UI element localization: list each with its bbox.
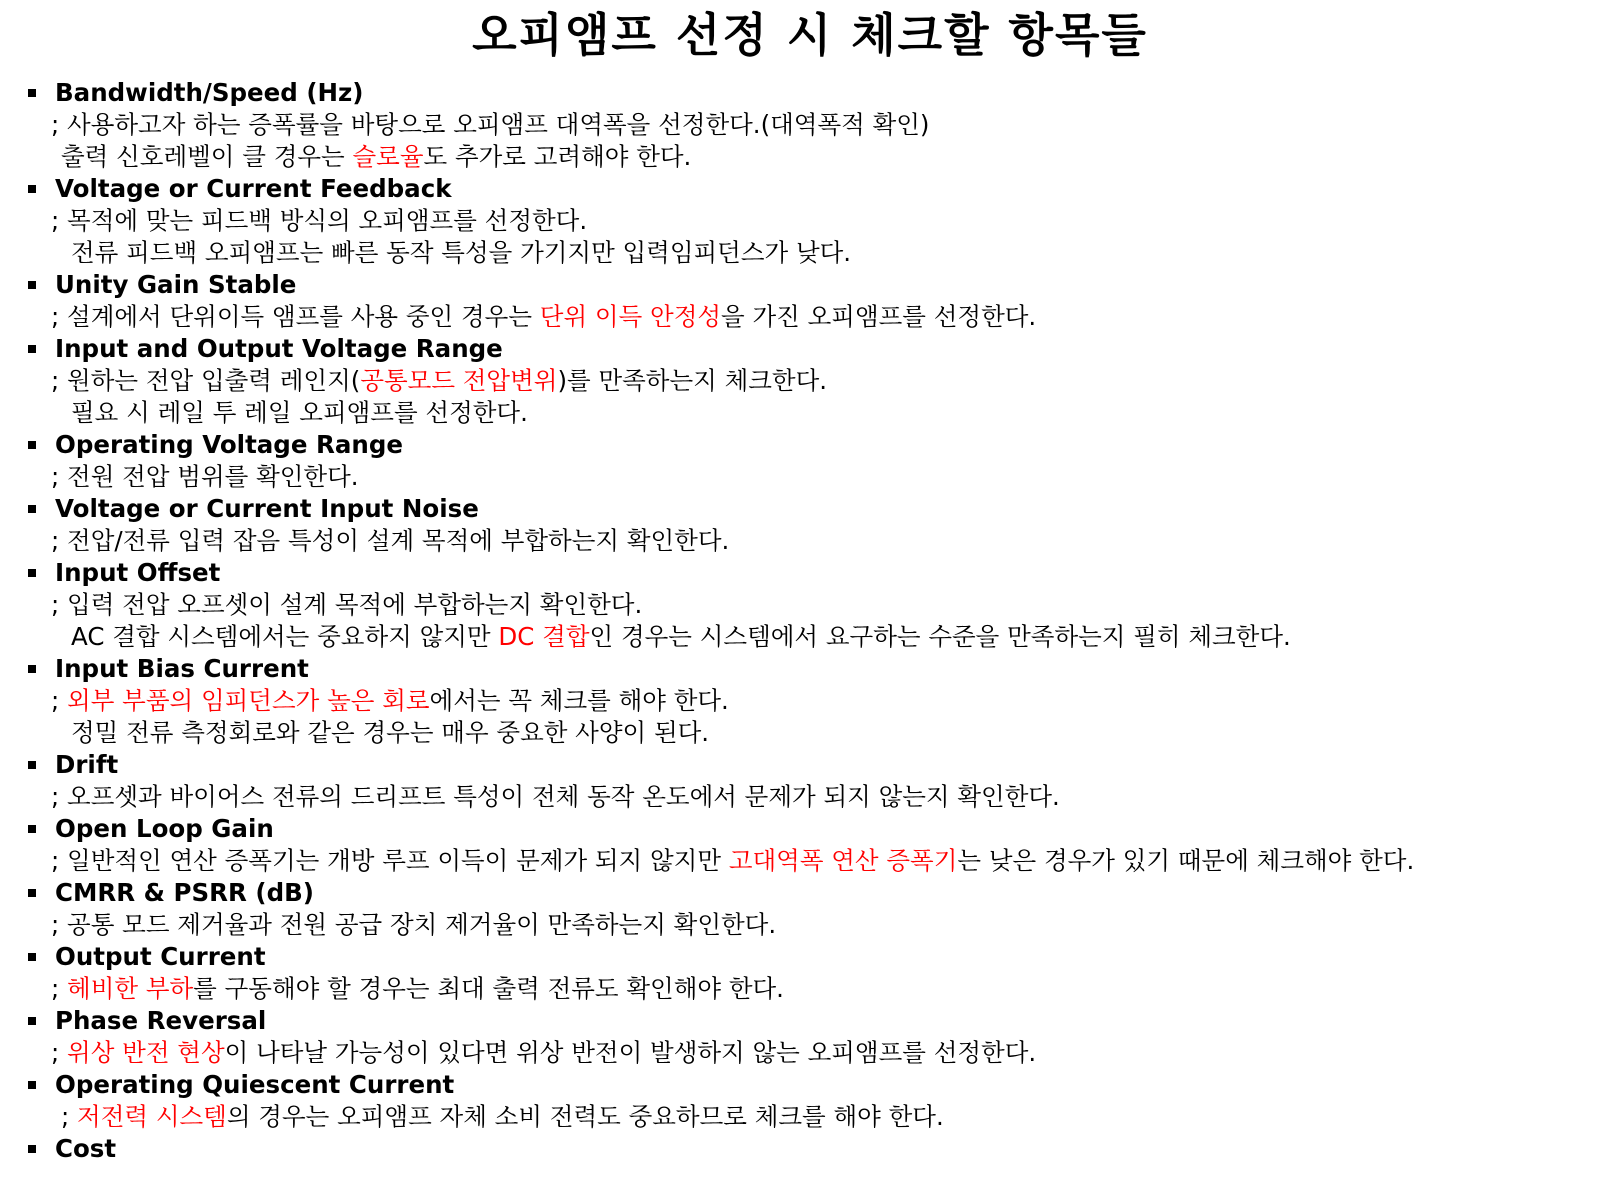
item-heading-text: Input and Output Voltage Range [55, 334, 503, 363]
checklist-item [24, 1069, 1614, 1133]
description-text: ; [51, 974, 68, 1003]
item-heading [24, 269, 1614, 301]
description-text: 를 구동해야 할 경우는 최대 출력 전류도 확인해야 한다. [193, 974, 784, 1003]
item-heading-text: Unity Gain Stable [55, 270, 297, 299]
description-text: AC 결합 시스템에서는 중요하지 않지만 [71, 622, 499, 651]
description-text: ; 전압/전류 입력 잡음 특성이 설계 목적에 부합하는지 확인한다. [51, 526, 730, 555]
item-heading [24, 749, 1614, 781]
highlighted-text: 위상 반전 현상 [67, 1038, 225, 1067]
highlighted-text: 공통모드 전압변위 [360, 366, 558, 395]
description-text: ; [51, 1038, 68, 1067]
description-text: ; 목적에 맞는 피드백 방식의 오피앰프를 선정한다. [51, 206, 588, 235]
item-heading [24, 557, 1614, 589]
highlighted-text: 슬로율 [352, 142, 424, 171]
description-text: 을 가진 오피앰프를 선정한다. [721, 302, 1037, 331]
item-heading-text: Operating Quiescent Current [55, 1070, 455, 1099]
item-heading-text: Input Offset [55, 558, 221, 587]
item-description-line [24, 205, 1614, 237]
item-description-line [24, 461, 1614, 493]
item-heading-text: Input Bias Current [55, 654, 309, 683]
description-text: ; 일반적인 연산 증폭기는 개방 루프 이득이 문제가 되지 않지만 [51, 846, 729, 875]
item-description-line [24, 781, 1614, 813]
item-description-line [24, 525, 1614, 557]
checklist-item [24, 813, 1614, 877]
item-description-line [24, 685, 1614, 717]
square-bullet-icon [28, 569, 36, 577]
checklist-item [24, 429, 1614, 493]
checklist-item [24, 493, 1614, 557]
square-bullet-icon [28, 665, 36, 673]
square-bullet-icon [28, 345, 36, 353]
checklist-item [24, 557, 1614, 653]
item-heading [24, 1069, 1614, 1101]
checklist-item [24, 749, 1614, 813]
item-heading [24, 877, 1614, 909]
description-text: ; 입력 전압 오프셋이 설계 목적에 부합하는지 확인한다. [51, 590, 643, 619]
checklist-item [24, 77, 1614, 173]
description-text: 도 추가로 고려해야 한다. [423, 142, 692, 171]
checklist-item [24, 269, 1614, 333]
checklist-item [24, 173, 1614, 269]
item-heading [24, 493, 1614, 525]
item-heading-text: CMRR & PSRR (dB) [55, 878, 314, 907]
item-description-line [24, 973, 1614, 1005]
item-description-line [24, 141, 1614, 173]
item-heading [24, 173, 1614, 205]
description-text: ; 설계에서 단위이득 앰프를 사용 중인 경우는 [51, 302, 540, 331]
item-heading-text: Operating Voltage Range [55, 430, 403, 459]
description-text: ; 오프셋과 바이어스 전류의 드리프트 특성이 전체 동작 온도에서 문제가 되지 않는지 확인한다. [51, 782, 1060, 811]
square-bullet-icon [28, 1017, 36, 1025]
item-heading-text: Output Current [55, 942, 266, 971]
item-description-line [24, 845, 1614, 877]
highlighted-text: 고대역폭 연산 증폭기 [728, 846, 958, 875]
description-text: ; 사용하고자 하는 증폭률을 바탕으로 오피앰프 대역폭을 선정한다.(대역폭적 확인) [51, 110, 930, 139]
highlighted-text: DC 결합 [498, 622, 590, 651]
description-text: )를 만족하는지 체크한다. [557, 366, 828, 395]
item-description-line [24, 237, 1614, 269]
item-heading [24, 813, 1614, 845]
checklist-item [24, 333, 1614, 429]
description-text: ; 공통 모드 제거율과 전원 공급 장치 제거율이 만족하는지 확인한다. [51, 910, 777, 939]
item-heading-text: Drift [55, 750, 119, 779]
description-text: 는 낮은 경우가 있기 때문에 체크해야 한다. [957, 846, 1415, 875]
description-text: ; [61, 1102, 78, 1131]
checklist-item [24, 653, 1614, 749]
item-heading-text: Phase Reversal [55, 1006, 267, 1035]
checklist-item [24, 877, 1614, 941]
item-heading [24, 941, 1614, 973]
item-heading-text: Cost [55, 1134, 117, 1163]
item-description-line [24, 717, 1614, 749]
checklist [24, 77, 1614, 1165]
item-heading-text: Bandwidth/Speed (Hz) [55, 78, 364, 107]
square-bullet-icon [28, 89, 36, 97]
square-bullet-icon [28, 185, 36, 193]
square-bullet-icon [28, 505, 36, 513]
description-text: 전류 피드백 오피앰프는 빠른 동작 특성을 가기지만 입력임피던스가 낮다. [71, 238, 852, 267]
square-bullet-icon [28, 761, 36, 769]
item-heading [24, 1005, 1614, 1037]
highlighted-text: 단위 이득 안정성 [539, 302, 722, 331]
item-description-line [24, 909, 1614, 941]
item-heading-text: Voltage or Current Feedback [55, 174, 452, 203]
item-description-line [24, 621, 1614, 653]
description-text: 에서는 꼭 체크를 해야 한다. [429, 686, 729, 715]
highlighted-text: 헤비한 부하 [67, 974, 194, 1003]
description-text: 필요 시 레일 투 레일 오피앰프를 선정한다. [71, 398, 528, 427]
description-text: ; 전원 전압 범위를 확인한다. [51, 462, 359, 491]
item-heading [24, 653, 1614, 685]
description-text: 정밀 전류 측정회로와 같은 경우는 매우 중요한 사양이 된다. [71, 718, 710, 747]
description-text: 인 경우는 시스템에서 요구하는 수준을 만족하는지 필히 체크한다. [589, 622, 1291, 651]
item-description-line [24, 397, 1614, 429]
highlighted-text: 저전력 시스템 [77, 1102, 227, 1131]
item-heading [24, 333, 1614, 365]
item-description-line [24, 109, 1614, 141]
item-description-line [24, 1101, 1614, 1133]
item-heading-text: Voltage or Current Input Noise [55, 494, 479, 523]
item-heading-text: Open Loop Gain [55, 814, 274, 843]
description-text: ; [51, 686, 68, 715]
square-bullet-icon [28, 953, 36, 961]
description-text: ; 원하는 전압 입출력 레인지( [51, 366, 361, 395]
highlighted-text: 외부 부품의 임피던스가 높은 회로 [67, 686, 430, 715]
checklist-item [24, 1133, 1614, 1165]
description-text: 이 나타날 가능성이 있다면 위상 반전이 발생하지 않는 오피앰프를 선정한다. [224, 1038, 1037, 1067]
square-bullet-icon [28, 889, 36, 897]
checklist-item [24, 941, 1614, 1005]
square-bullet-icon [28, 825, 36, 833]
item-description-line [24, 589, 1614, 621]
item-description-line [24, 1037, 1614, 1069]
square-bullet-icon [28, 1145, 36, 1153]
item-heading [24, 1133, 1614, 1165]
item-heading [24, 429, 1614, 461]
description-text: 출력 신호레벨이 클 경우는 [61, 142, 353, 171]
square-bullet-icon [28, 281, 36, 289]
description-text: 의 경우는 오피앰프 자체 소비 전력도 중요하므로 체크를 해야 한다. [226, 1102, 944, 1131]
square-bullet-icon [28, 441, 36, 449]
page-title: 오피앰프 선정 시 체크할 항목들 [472, 8, 1148, 62]
item-description-line [24, 365, 1614, 397]
checklist-item [24, 1005, 1614, 1069]
item-heading [24, 77, 1614, 109]
item-description-line [24, 301, 1614, 333]
square-bullet-icon [28, 1081, 36, 1089]
